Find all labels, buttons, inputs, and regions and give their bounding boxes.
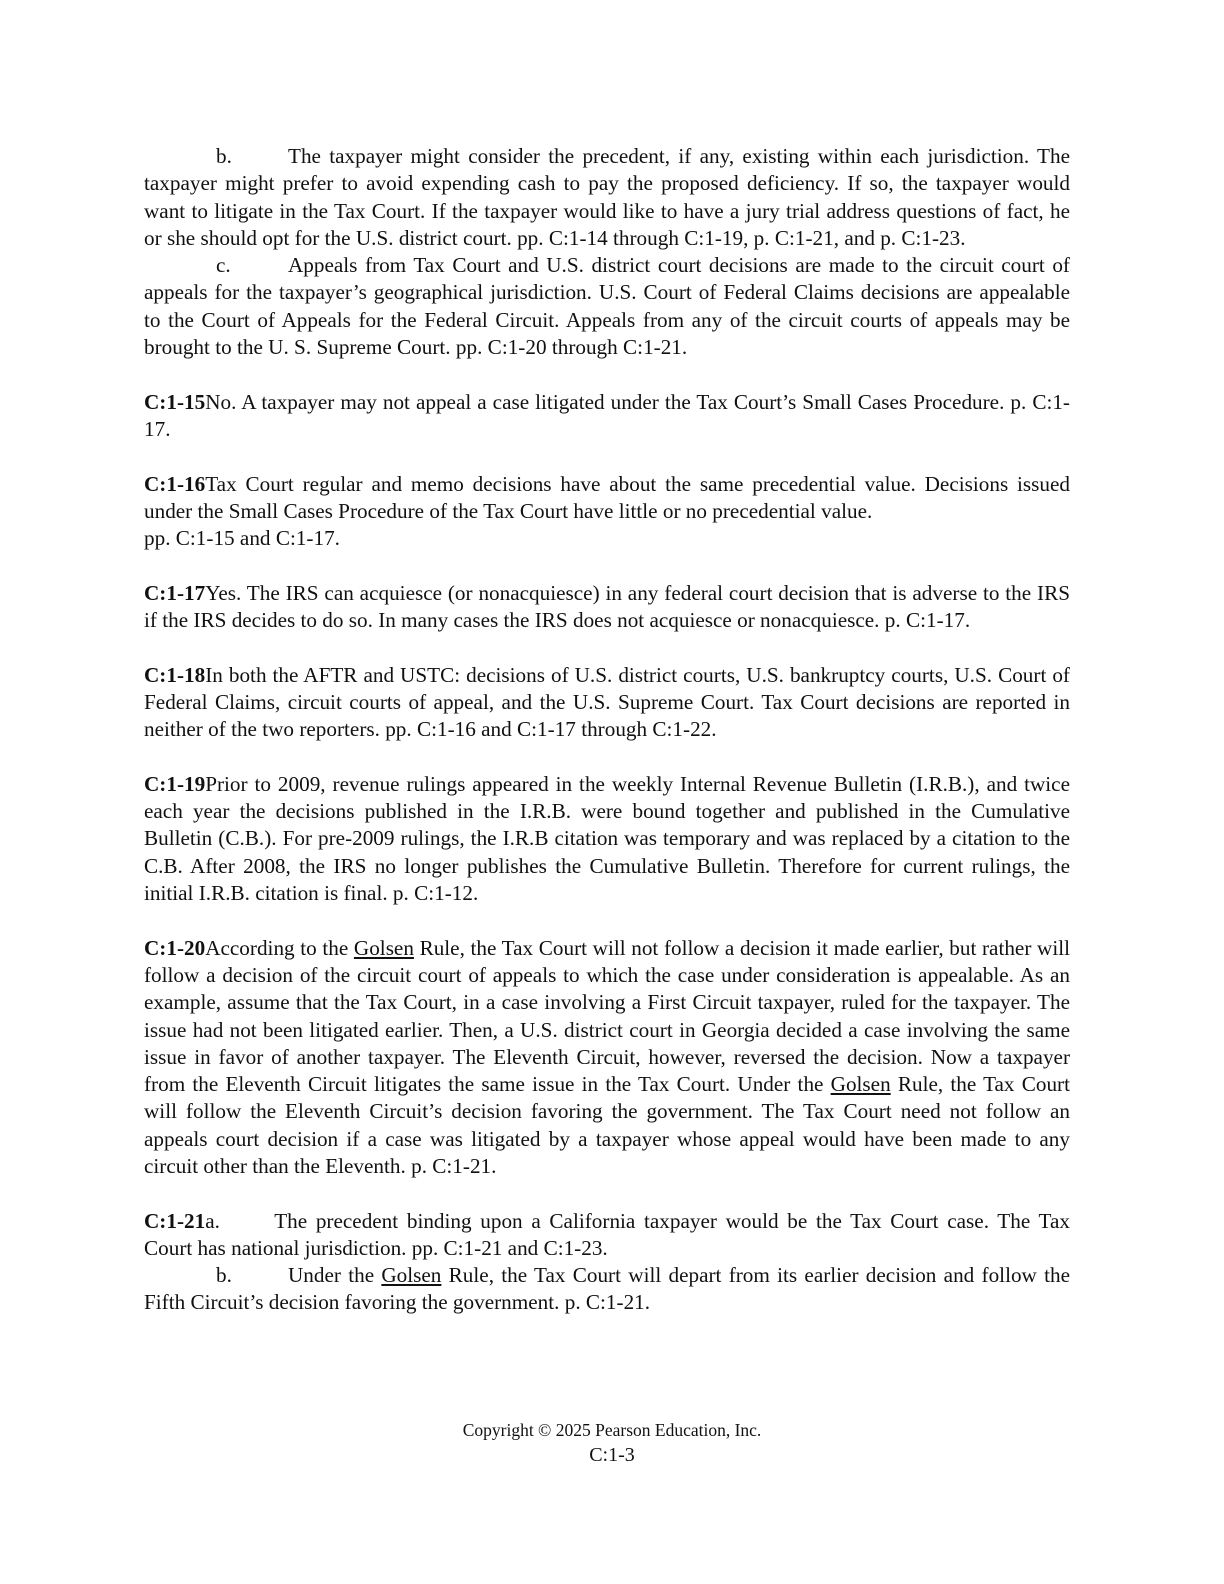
- answer-c1-20: [144, 935, 1070, 1181]
- copyright-notice: Copyright © 2025 Pearson Education, Inc.: [462, 1420, 762, 1440]
- answer-text: Rule, the Tax Court will follow the Eleventh Circuit’s decision favoring the government. The Tax Court need not follow an appeals court decision if a case was litigated by a taxpayer whose appeal would have been made to any circuit other than the Eleventh. p. C:1-21.: [144, 1072, 1070, 1178]
- answer-text: Tax Court regular and memo decisions have about the same precedential value. Decisions issued under the Small Cases Procedure of the Tax Court have little or no precedential value.: [144, 471, 1070, 523]
- answer-c1-21-part-a: [144, 1208, 1070, 1263]
- part-text: Appeals from Tax Court and U.S. district court decisions are made to the circuit court of appeals for the taxpayer’s geographical jurisdiction. U.S. Court of Federal Claims decisions are appealable to the Court of Appeals for the Federal Circuit. Appeals from any of the circuit courts of appeals may be brought to the U. S. Supreme Court. pp. C:1-20 through C:1-21.: [144, 253, 1070, 360]
- answer-c1-19: [144, 771, 1070, 907]
- paragraph-spacer: [144, 443, 1070, 470]
- part-label: b.: [216, 1263, 232, 1288]
- case-name-golsen: Golsen: [830, 1072, 891, 1097]
- paragraph-spacer: [144, 361, 1070, 388]
- paragraph-spacer: [144, 907, 1070, 934]
- answer-c1-14-part-b: [144, 143, 1070, 252]
- part-text: Under the: [288, 1263, 382, 1288]
- answer-text: Prior to 2009, revenue rulings appeared in the weekly Internal Revenue Bulletin (I.R.B.), and twice each year the decisions published in the I.R.B. were bound together and published in the Cumulative Bulletin (C.B.). For pre-2009 rulings, the I.R.B citation was temporary and was replaced by a citation to the C.B. After 2008, the IRS no longer publishes the Cumulative Bulletin. Therefore for current rulings, the initial I.R.B. citation is final. p. C:1-12.: [144, 771, 1070, 906]
- question-number: C:1-21: [144, 1208, 206, 1233]
- question-number: C:1-16: [144, 471, 206, 496]
- case-name-golsen: Golsen: [353, 935, 414, 960]
- paragraph-spacer: [144, 1180, 1070, 1207]
- answer-text: Rule, the Tax Court will not follow a decision it made earlier, but rather will follow a decision of the circuit court of appeals to which the case under consideration is appealable. As an example, assume that the Tax Court, in a case involving a First Circuit taxpayer, ruled for the taxpayer. The issue had not been litigated earlier. Then, a U.S. district court in Georgia decided a case involving the same issue in favor of another taxpayer. The Eleventh Circuit, however, reversed the decision. Now a taxpayer from the Eleventh Circuit litigates the same issue in the Tax Court. Under the: [144, 935, 1070, 1097]
- part-text: The taxpayer might consider the precedent, if any, existing within each jurisdiction. The taxpayer might prefer to avoid expending cash to pay the proposed deficiency. If so, the taxpayer would want to litigate in the Tax Court. If the taxpayer would like to have a jury trial address questions of fact, he or she should opt for the U.S. district court. pp. C:1-14 through C:1-19, p. C:1-21, and p. C:1-23.: [144, 144, 1070, 250]
- answer-c1-21-part-b: [144, 1262, 1070, 1317]
- case-name-golsen: Golsen: [381, 1263, 442, 1288]
- answer-text: No. A taxpayer may not appeal a case litigated under the Tax Court’s Small Cases Procedure. p. C:1-17.: [144, 389, 1070, 441]
- paragraph-spacer: [144, 634, 1070, 661]
- question-number: C:1-19: [144, 771, 206, 796]
- page-number: C:1-3: [589, 1444, 635, 1466]
- answer-text: According to the: [205, 935, 354, 960]
- answer-c1-18: [144, 662, 1070, 744]
- question-number: C:1-18: [144, 662, 206, 687]
- page-footer: [0, 1418, 1224, 1468]
- part-label: c.: [216, 253, 231, 278]
- answer-c1-15: [144, 389, 1070, 444]
- part-text: The precedent binding upon a California taxpayer would be the Tax Court case. The Tax Court has national jurisdiction. pp. C:1-21 and C:1-23.: [144, 1208, 1070, 1260]
- part-label: b.: [216, 144, 232, 168]
- paragraph-spacer: [144, 552, 1070, 579]
- answer-text: In both the AFTR and USTC: decisions of U.S. district courts, U.S. bankruptcy courts, U.S. Court of Federal Claims, circuit courts of appeal, and the U.S. Supreme Court. Tax Court decisions are reported in neither of the two reporters. pp. C:1-16 and C:1-17 through C:1-22.: [144, 662, 1070, 742]
- paragraph-spacer: [144, 744, 1070, 771]
- answer-c1-17: [144, 580, 1070, 635]
- question-number: C:1-20: [144, 935, 206, 960]
- question-number: C:1-17: [144, 580, 206, 605]
- answer-text: Yes. The IRS can acquiesce (or nonacquiesce) in any federal court decision that is adverse to the IRS if the IRS decides to do so. In many cases the IRS does not acquiesce or nonacquiesce. p. C:1-17.: [144, 580, 1070, 633]
- answer-c1-16: [144, 471, 1070, 553]
- page-body: [144, 143, 1070, 1317]
- question-number: C:1-15: [144, 389, 206, 414]
- part-text: Rule, the Tax Court will depart from its earlier decision and follow the Fifth Circuit’s decision favoring the government. p. C:1-21.: [144, 1263, 1070, 1315]
- answer-text-continued: pp. C:1-15 and C:1-17.: [144, 526, 340, 551]
- part-label: a.: [205, 1208, 220, 1233]
- answer-c1-14-part-c: [144, 252, 1070, 361]
